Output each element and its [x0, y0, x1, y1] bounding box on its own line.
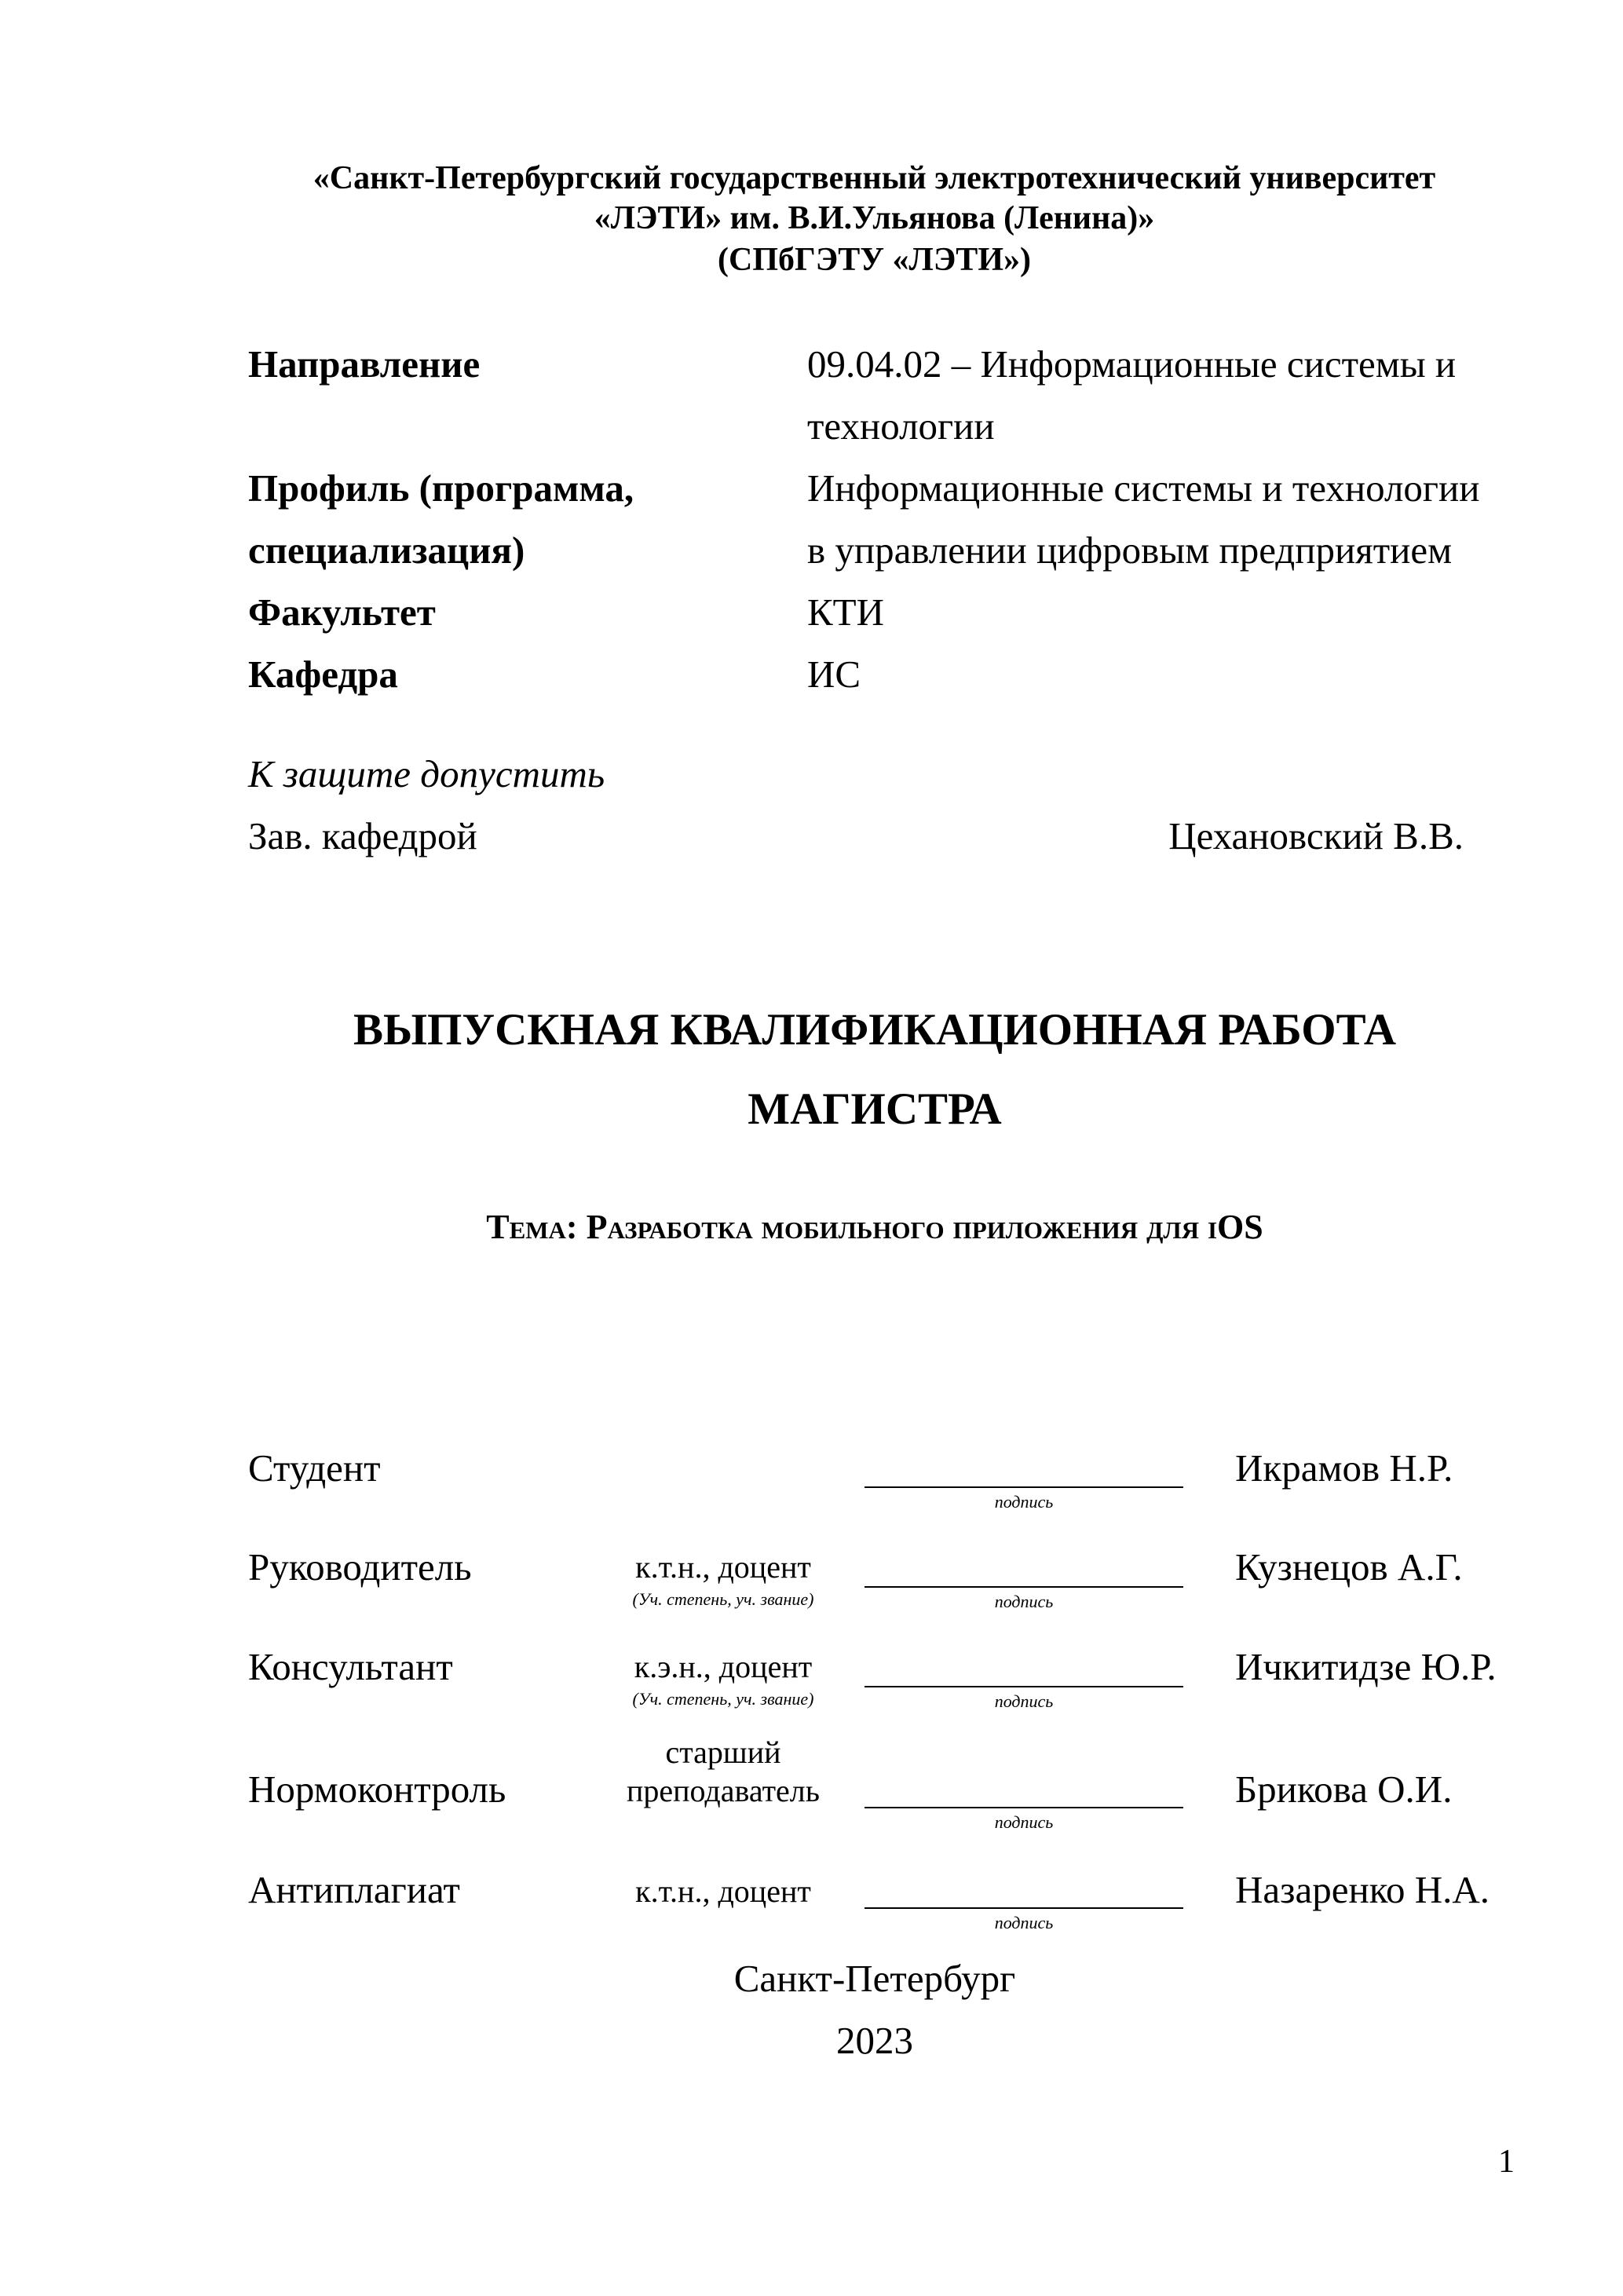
person-name: Ичкитидзе Ю.Р. [1235, 1645, 1497, 1688]
admit-to-defense: К защите допустить [248, 752, 605, 795]
work-title-line1: ВЫПУСКНАЯ КВАЛИФИКАЦИОННАЯ РАБОТА [353, 1005, 1396, 1055]
signature-caption: подпись [994, 1913, 1054, 1932]
academic-title-line1: старший [665, 1735, 781, 1770]
degree-caption: (Уч. степень, уч. звание) [632, 1689, 814, 1709]
signature-line [865, 1486, 1183, 1488]
department-label: Кафедра [248, 653, 398, 696]
head-of-department-label: Зав. кафедрой [248, 814, 477, 857]
signature-caption: подпись [994, 1812, 1054, 1832]
profile-label-cont: специализация) [248, 528, 525, 572]
academic-degree: к.э.н., доцент [634, 1649, 813, 1684]
direction-label: Направление [248, 342, 481, 386]
department-value: ИС [807, 653, 861, 696]
person-name: Кузнецов А.Г. [1235, 1545, 1463, 1589]
university-name-line1: «Санкт-Петербургский государственный электротехнический университет [313, 160, 1436, 196]
year: 2023 [836, 2019, 913, 2062]
signature-line [865, 1807, 1183, 1808]
role-label: Антиплагиат [248, 1868, 460, 1911]
role-label: Консультант [248, 1645, 453, 1688]
head-of-department-name: Цехановский В.В. [1168, 814, 1464, 857]
degree-caption: (Уч. степень, уч. звание) [632, 1589, 814, 1609]
page-number: 1 [1498, 2144, 1515, 2180]
work-theme: Тема: Разработка мобильного приложения для iOS [486, 1208, 1263, 1246]
role-label: Студент [248, 1446, 381, 1490]
signature-line [865, 1907, 1183, 1909]
profile-value-cont: в управлении цифровым предприятием [807, 528, 1453, 572]
profile-label: Профиль (программа, [248, 466, 634, 510]
city: Санкт-Петербург [733, 1957, 1016, 2000]
academic-title-line2: преподаватель [626, 1773, 821, 1808]
signature-line [865, 1586, 1183, 1588]
signature-caption: подпись [994, 1492, 1054, 1512]
faculty-value: КТИ [807, 590, 884, 634]
academic-degree: к.т.н., доцент [635, 1874, 811, 1909]
role-label: Руководитель [248, 1545, 472, 1589]
signature-line [865, 1686, 1183, 1687]
university-name-line2: «ЛЭТИ» им. В.И.Ульянова (Ленина)» [594, 200, 1155, 236]
faculty-label: Факультет [248, 590, 436, 634]
work-title-line2: МАГИСТРА [748, 1084, 1002, 1134]
person-name: Икрамов Н.Р. [1235, 1446, 1453, 1490]
profile-value: Информационные системы и технологии [807, 466, 1480, 510]
direction-value: 09.04.02 – Информационные системы и [807, 342, 1457, 386]
person-name: Брикова О.И. [1235, 1768, 1453, 1811]
signature-caption: подпись [994, 1691, 1054, 1711]
direction-value-cont: технологии [807, 404, 995, 448]
person-name: Назаренко Н.А. [1235, 1868, 1490, 1911]
role-label: Нормоконтроль [248, 1768, 506, 1811]
university-abbreviation: (СПбГЭТУ «ЛЭТИ») [718, 242, 1031, 278]
signature-caption: подпись [994, 1592, 1054, 1611]
academic-degree: к.т.н., доцент [635, 1549, 811, 1585]
